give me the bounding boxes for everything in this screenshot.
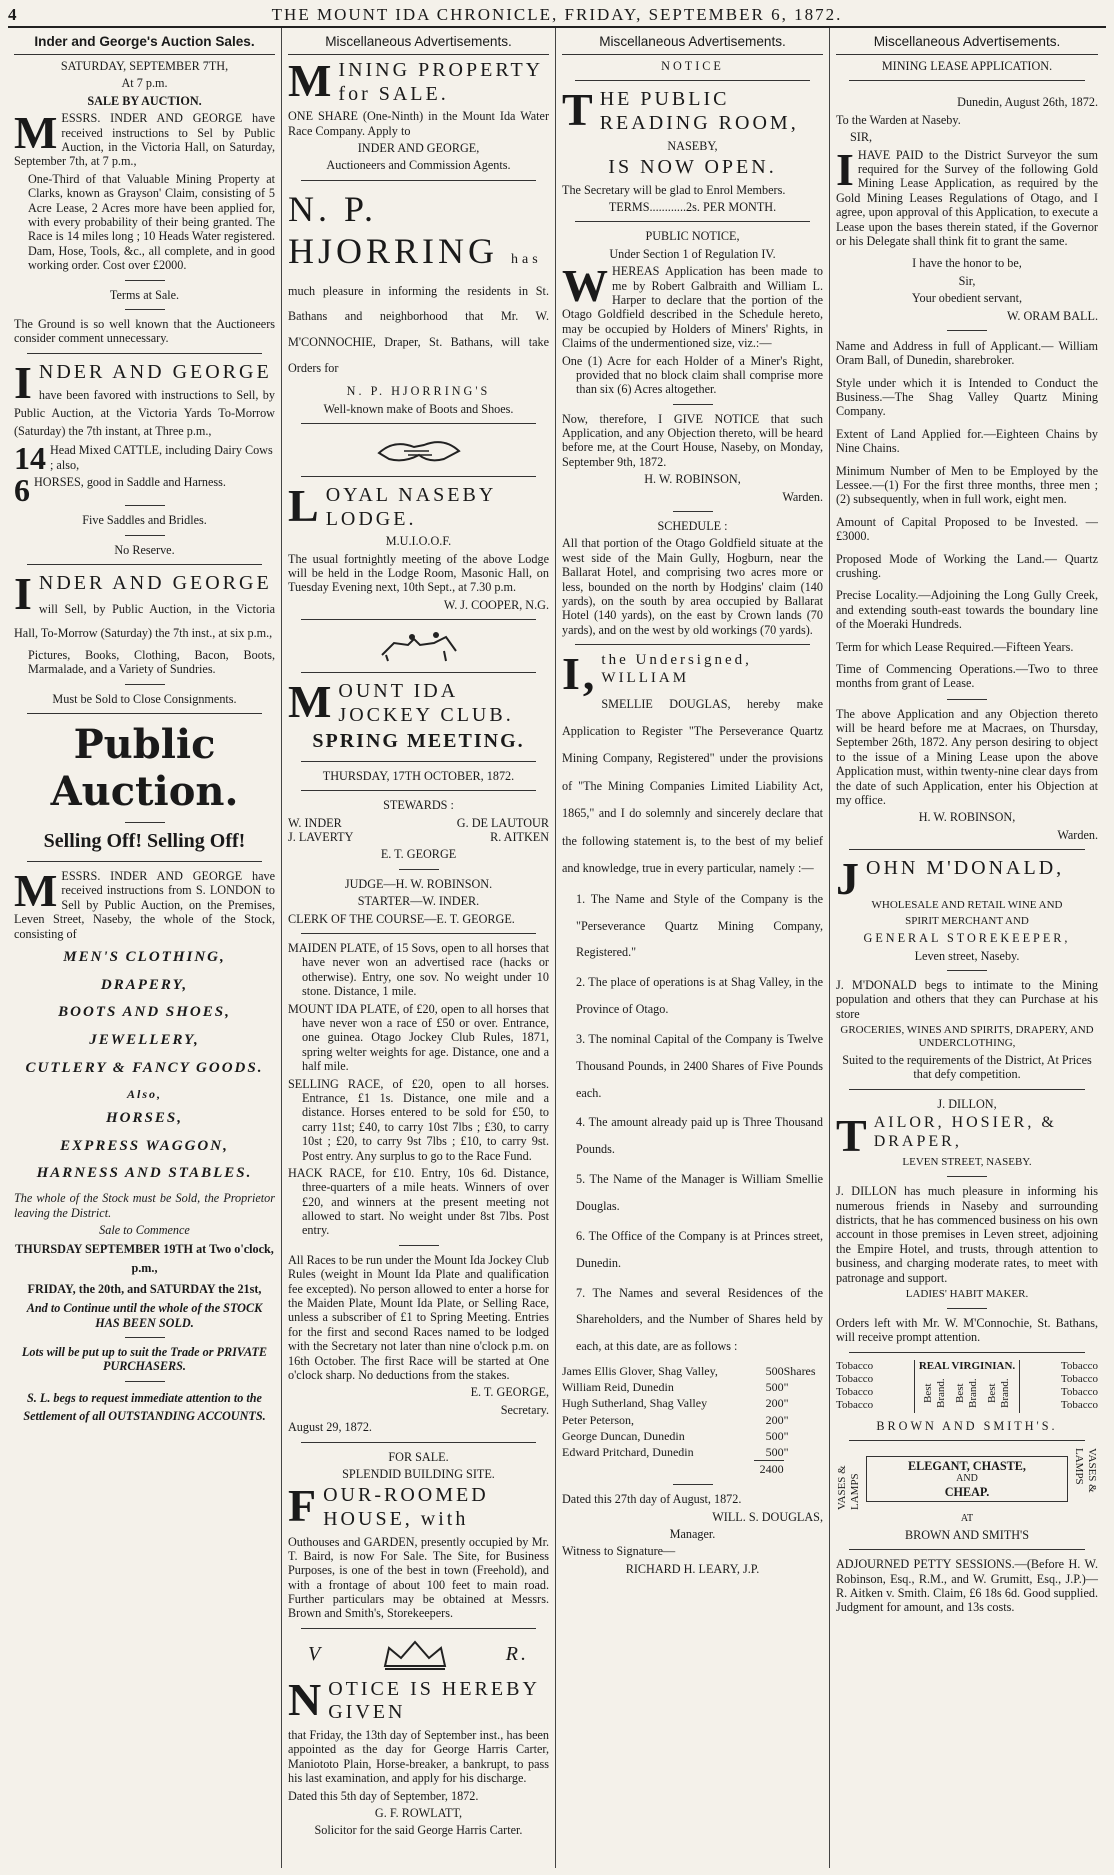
shareholder-unit: " <box>783 1412 789 1427</box>
sale-commence: Sale to Commence <box>99 1222 190 1237</box>
stock-note: The whole of the Stock must be Sold, the Proprietor leaving the District. <box>14 1191 275 1220</box>
goods-item: JEWELLERY, <box>89 1032 200 1049</box>
shareholder-name: James Ellis Glover, Shag Valley, <box>562 1364 718 1379</box>
lease-sign: H. W. ROBINSON, <box>918 810 1016 825</box>
dropcap-n: N <box>288 1673 325 1725</box>
vases-at: AT <box>960 1513 974 1525</box>
lease-name: W. ORAM BALL. <box>1007 308 1098 323</box>
lease-item: Name and Address in full of Applicant.— William Oram Ball, of Dunedin, sharebroker. <box>836 338 1098 368</box>
reading-room-sub: NASEBY, <box>667 138 718 153</box>
dropcap-j: J <box>836 853 862 905</box>
goods-item: BOOTS AND SHOES, <box>58 1004 231 1021</box>
tobacco-brands <box>919 1373 1015 1413</box>
jockey-date: THURSDAY, 17TH OCTOBER, 1872. <box>322 768 515 783</box>
shareholder-unit: " <box>783 1428 789 1443</box>
lease-servant: Your obedient servant, <box>911 291 1023 306</box>
goods-item: HORSES, <box>106 1109 183 1126</box>
declaration-head: the Undersigned, WILLIAM <box>601 652 752 686</box>
declaration-witness2: RICHARD H. LEARY, J.P. <box>625 1561 760 1576</box>
for-sale-body: Outhouses and GARDEN, presently occupied by Mr. T. Baird, is now For Sale. The Site, for Business Purposes, is one of the best in town (Freehold), and with a frontage of about 100 feet to main road. Further particulars may be obtained at Messrs. Brown and Smith's, Storekeepers. <box>288 1534 549 1621</box>
lease-item: Minimum Number of Men to be Employed by the Lessee.—(1) For the first three months, three men ; (2) subsequently, when in full work, eight men. <box>836 463 1098 507</box>
auction1-date: SATURDAY, SEPTEMBER 7TH, <box>60 59 229 74</box>
lease-item: Extent of Land Applied for.—Eighteen Chains by Nine Chains. <box>836 426 1098 456</box>
reading-room-body: The Secretary will be glad to Enrol Members. <box>562 182 786 197</box>
mining-property-title: INING PROPERTY for SALE. <box>338 59 543 105</box>
vases-brown-smith: BROWN AND SMITH'S <box>904 1527 1030 1542</box>
mcdonald-sub2: SPIRIT MERCHANT AND <box>905 915 1029 928</box>
crest-r: R. <box>505 1643 529 1666</box>
goods-item: MEN'S CLOTHING, <box>63 948 226 965</box>
lodge-sign: W. J. COOPER, N.G. <box>443 597 549 612</box>
table-row <box>562 1379 823 1395</box>
lodge-sub: M.U.I.O.O.F. <box>385 534 452 549</box>
royal-crest <box>288 1636 549 1674</box>
page-number: 4 <box>8 5 18 24</box>
sale-date-1: THURSDAY SEPTEMBER 19TH at Two o'clock, p.m., <box>15 1242 274 1275</box>
accounts-request: S. L. begs to request immediate attention to the Settlement of all OUTSTANDING ACCOUNTS. <box>23 1390 266 1424</box>
petty-sessions: ADJOURNED PETTY SESSIONS.—(Before H. W. Robinson, Esq., R.M., and W. Grumitt, Esq., J.P.)—R. Aitken v. Smith. Claim, £6 18s 6d. Good supplied. Judgment for amount, and 13s costs. <box>836 1557 1098 1615</box>
hjorring-tail: Well-known make of Boots and Shoes. <box>323 401 514 416</box>
dropcap-f: F <box>288 1480 320 1532</box>
public-notice-sign: H. W. ROBINSON, <box>644 472 741 487</box>
shareholder-shares: 200 <box>765 1396 784 1411</box>
lease-item: Proposed Mode of Working the Land.— Quartz crushing. <box>836 551 1098 580</box>
masthead <box>8 4 1106 28</box>
vases-main: ELEGANT, CHASTE, <box>908 1458 1026 1473</box>
schedule-title: SCHEDULE : <box>657 519 728 534</box>
sale-date-2: FRIDAY, the 20th, and SATURDAY the 21st, <box>27 1281 262 1296</box>
shareholder-total: 2400 <box>754 1460 784 1477</box>
tobacco-word: Tobacco <box>1060 1359 1098 1372</box>
race-hack: HACK RACE, for £10. Entry, 10s 6d. Distance, three-quarters of a mile heats. Winners of over £20, and winners at the present meeting not allowed to start. No weight under 8st 7lbs. Post entry. <box>288 1165 549 1238</box>
dropcap-t2: T <box>836 1110 870 1162</box>
goods-item: EXPRESS WAGGON, <box>60 1137 229 1154</box>
race-selling: SELLING RACE, of £20, open to all horses. Entrance, £1 1s. Distance, one mile and a distance. Horses entered to be sold for £50, to carry 11st; £40, to carry 10st 7lbs ; £30, to carry 10st ; £20, to carry 9st 7lbs ; £10, to carry 9st. Post entry. Any surplus to go to the Race Fund. <box>288 1076 549 1163</box>
horses-item: HORSES, good in Saddle and Harness. <box>34 475 226 490</box>
selling-off: Selling Off! Selling Off! <box>43 830 246 853</box>
auction2-head: NDER AND GEORGE <box>38 360 272 383</box>
race-mount-ida: MOUNT IDA PLATE, of £20, open to all horses that have never won a race of £50 or over. Entrance, one guinea. Otago Jockey Club Rules, 1871, spring welter weights for age. Distance, one and a half mile. <box>288 1001 549 1074</box>
reading-room-title: HE PUBLIC READING ROOM, <box>599 88 799 135</box>
column-3 <box>556 28 830 1868</box>
table-row <box>562 1444 823 1461</box>
vases-side: VASES & LAMPS <box>1073 1448 1098 1493</box>
mcdonald-sub4: Leven street, Naseby. <box>914 948 1020 963</box>
declaration-item: 2. The place of operations is at Shag Valley, in the Province of Otago. <box>576 975 823 1017</box>
reading-room-open: IS NOW OPEN. <box>608 156 777 178</box>
table-row <box>562 1412 823 1428</box>
shareholder-name: Hugh Sutherland, Shag Valley <box>562 1396 708 1411</box>
auction3-head: NDER AND GEORGE <box>38 571 272 594</box>
lease-items <box>836 339 1098 691</box>
mining-property-body: ONE SHARE (One-Ninth) in the Mount Ida Water Race Company. Apply to <box>288 109 549 138</box>
dropcap-i1: I <box>14 356 35 408</box>
shareholder-shares: 500 <box>765 1364 784 1379</box>
dropcap-i4: I <box>836 143 854 195</box>
cattle-item: Head Mixed CATTLE, including Dairy Cows ; also, <box>50 443 273 472</box>
public-notice-sign2: Warden. <box>782 489 823 504</box>
dillon-ladies: LADIES' HABIT MAKER. <box>905 1287 1029 1300</box>
shareholder-shares: 500 <box>765 1444 784 1459</box>
tobacco-word: Tobacco <box>836 1385 874 1398</box>
crest-v: V <box>308 1643 324 1666</box>
auction3-note: Must be Sold to Close Consignments. <box>52 691 237 706</box>
lease-sign2: Warden. <box>1057 827 1098 842</box>
declaration-item: 4. The amount already paid up is Three Thousand Pounds. <box>576 1115 823 1157</box>
public-notice-sub: Under Section 1 of Regulation IV. <box>609 246 776 261</box>
declaration-items <box>562 886 823 1360</box>
brown-smith-name: BROWN AND SMITH'S. <box>876 1418 1058 1433</box>
dropcap-t: T <box>562 84 596 136</box>
reading-room-terms: TERMS............2s. PER MONTH. <box>608 199 777 214</box>
jockey-clerk: CLERK OF THE COURSE—E. T. GEORGE. <box>288 911 515 926</box>
auction1-title: SALE BY AUCTION. <box>87 93 202 108</box>
column-2 <box>282 28 556 1868</box>
auction1-body: ESSRS. INDER AND GEORGE have received instructions to Sel by Public Auction, in the Victoria Hall, on Saturday, September 7th, at 7 p.m., <box>14 111 275 169</box>
shareholder-name: George Duncan, Dunedin <box>562 1428 685 1443</box>
masthead-title: THE MOUNT IDA CHRONICLE, FRIDAY, SEPTEMBER 6, 1872. <box>271 5 843 24</box>
tobacco-word: Tobacco <box>836 1372 874 1385</box>
lodge-body: The usual fortnightly meeting of the above Lodge will be held in the Lodge Room, Masonic Hall, on Tuesday Evening next, 10th Sept., at 7.30 p.m. <box>288 551 549 595</box>
lease-sir: SIR, <box>850 130 873 145</box>
dropcap-i3: I, <box>562 648 598 700</box>
dillon-orders: Orders left with Mr. W. M'Connochie, St. Bathans, will receive prompt attention. <box>836 1315 1098 1345</box>
lease-item: Amount of Capital Proposed to be Invested. —£3000. <box>836 514 1098 544</box>
table-row <box>562 1428 823 1444</box>
shareholder-name: William Reid, Dunedin <box>562 1380 674 1395</box>
declaration-body: SMELLIE DOUGLAS, hereby make Application to Register "The Perseverance Quartz Mining Company, Registered" under the provisions of "The Mining Companies Limited Liability Act, 1865," and I do solemnly and sincerely declare that the following statement is, to the best of my belief and knowledge, true in every particular, namely :— <box>562 696 823 876</box>
public-notice-title: PUBLIC NOTICE, <box>645 229 740 244</box>
goods-item: CUTLERY & FANCY GOODS. <box>25 1059 264 1076</box>
steward: W. INDER <box>288 815 342 830</box>
jockey-dated: August 29, 1872. <box>288 1420 372 1435</box>
dropcap-w: W <box>562 260 608 312</box>
declaration-item: 3. The nominal Capital of the Company is Twelve Thousand Pounds, in 2400 Shares of Five Pounds each. <box>576 1031 823 1100</box>
auction2-reserve: No Reserve. <box>114 542 175 557</box>
crown-icon <box>375 1638 455 1672</box>
declaration-item: 7. The Names and several Residences of the Shareholders, and the Number of Shares held by each, at this date, are as follows : <box>576 1285 823 1354</box>
handshake-emblem <box>288 431 549 469</box>
mcdonald-sub1: WHOLESALE AND RETAIL WINE AND <box>871 899 1063 912</box>
shareholder-unit: " <box>783 1396 789 1411</box>
hjorring-body: much pleasure in informing the residents in St. Bathans and neighborhood that Mr. W. M'CONNOCHIE, Draper, St. Bathans, will take Orders for <box>288 283 549 375</box>
jockey-spring: SPRING MEETING. <box>312 730 525 753</box>
hjorring-title: N. P. HJORRING <box>288 188 499 272</box>
steward: J. LAVERTY <box>288 830 354 845</box>
declaration-item: 5. The Name of the Manager is William Smellie Douglas. <box>576 1172 823 1213</box>
jockey-judge: JUDGE—H. W. ROBINSON. <box>344 876 493 891</box>
hjorring-has: has <box>511 252 542 268</box>
column-3-heading: Miscellaneous Advertisements. <box>562 28 823 55</box>
vases-cheap: CHEAP. <box>944 1484 990 1499</box>
stewards-row <box>288 816 549 830</box>
dropcap-m4: M <box>288 676 335 728</box>
lease-to: To the Warden at Naseby. <box>836 112 961 127</box>
tobacco-brand: Best Brand. <box>921 1377 947 1408</box>
mining-property-agent: INDER AND GEORGE, <box>357 141 480 155</box>
mining-property-agent2: Auctioneers and Commission Agents. <box>326 158 511 173</box>
hjorring-name: N. P. HJORRING'S <box>346 384 491 399</box>
dillon-title: AILOR, HOSIER, & DRAPER, <box>873 1114 1057 1151</box>
declaration-dated: Dated this 27th day of August, 1872. <box>562 1492 742 1507</box>
vases-side: VASES & LAMPS <box>836 1465 861 1511</box>
shareholder-shares: 200 <box>765 1412 784 1427</box>
notice-body: that Friday, the 13th day of September inst., has been appointed as the day for George Harris Carter, Maniototo Plain, Horse-breaker, a bankrupt, to pass his last examination, and apply for his discharge. <box>288 1728 549 1786</box>
cattle-number: 14 <box>14 440 46 477</box>
mcdonald-tail: Suited to the requirements of the District, At Prices that defy competition. <box>842 1053 1092 1082</box>
jockey-title: OUNT IDA JOCKEY CLUB. <box>338 680 514 726</box>
declaration-sign: WILL. S. DOUGLAS, <box>712 1509 823 1524</box>
notice-title: OTICE IS HEREBY GIVEN <box>328 1677 540 1724</box>
tobacco-center <box>914 1360 1020 1413</box>
lease-item: Style under which it is Intended to Conduct the Business.—The Shag Valley Quartz Mining Company. <box>836 375 1098 419</box>
mcdonald-goods: GROCERIES, WINES AND SPIRITS, DRAPERY, AND UNDERCLOTHING, <box>840 1024 1094 1050</box>
schedule-body: All that portion of the Otago Goldfield situate at the west side of the Main Gully, Hogburn, near the Ballarat Hotel, and comprising two acres more or less, bounded on the north by Hodgins' claim (140 yards), on the south by area occupied by Ballarat Hotel (140 yards), on the east by Crown lands (70 yards), and on the west by old workings (70 yards). <box>562 536 823 637</box>
lease-item: Term for which Lease Required.—Fifteen Years. <box>836 639 1074 654</box>
tobacco-brand: Best Brand. <box>954 1377 979 1408</box>
column-2-heading: Miscellaneous Advertisements. <box>288 28 549 55</box>
mcdonald-body: J. M'DONALD begs to intimate to the Mining population and others that they can Purchase at his store <box>836 977 1098 1021</box>
jockey-stewards-head: STEWARDS : <box>383 798 454 813</box>
dropcap-i2: I <box>14 567 35 619</box>
jockey-sign: E. T. GEORGE, <box>470 1385 549 1400</box>
declaration-sign2: Manager. <box>669 1526 716 1541</box>
lease-date: Dunedin, August 26th, 1872. <box>957 95 1098 110</box>
shareholder-unit: " <box>783 1445 789 1460</box>
column-1-heading: Inder and George's Auction Sales. <box>14 28 275 55</box>
column-4-heading: Miscellaneous Advertisements. <box>836 28 1098 55</box>
sale-continue: And to Continue until the whole of the STOCK HAS BEEN SOLD. <box>26 1301 263 1330</box>
stewards-row <box>288 830 549 844</box>
vases-ad <box>836 1448 1098 1510</box>
lodge-title: OYAL NASEBY LODGE. <box>325 484 496 530</box>
auction3-items: Pictures, Books, Clothing, Bacon, Boots, Marmalade, and a Variety of Sundries. <box>28 647 275 677</box>
for-sale-head: FOR SALE. <box>388 1449 449 1464</box>
shareholder-unit: Shares <box>783 1364 816 1379</box>
goods-also: Also, <box>126 1086 162 1101</box>
declaration-witness: Witness to Signature— <box>562 1544 676 1559</box>
dropcap-m3: M <box>288 55 335 107</box>
public-auction-body: ESSRS. INDER AND GEORGE have received instructions from S. LONDON to Sell by Public Auction, on the Premises, Leven Street, Naseby, the whole of the Stock, consisting of <box>14 868 275 941</box>
tobacco-word: Tobacco <box>836 1359 874 1372</box>
tobacco-left <box>836 1360 873 1413</box>
lease-sir2: Sir, <box>958 273 976 288</box>
tobacco-word: Tobacco <box>1060 1372 1098 1385</box>
table-row <box>562 1363 823 1379</box>
steward: E. T. GEORGE <box>380 847 457 862</box>
tobacco-ad <box>836 1360 1098 1413</box>
auction1-time: At 7 p.m. <box>121 76 168 91</box>
shareholder-name: Edward Pritchard, Dunedin <box>562 1445 694 1460</box>
shareholder-shares: 500 <box>765 1380 784 1395</box>
auction3-body: will Sell, by Public Auction, in the Victoria Hall, To-Morrow (Saturday) the 7th inst., at six p.m., <box>14 602 275 640</box>
dillon-name: J. DILLON, <box>937 1096 997 1111</box>
shareholder-unit: " <box>783 1380 789 1395</box>
lease-item: Time of Commencing Operations.—Two to three months from grant of Lease. <box>836 661 1098 691</box>
jockey-sign2: Secretary. <box>500 1402 549 1417</box>
steward: G. DE LAUTOUR <box>456 815 549 830</box>
lease-title: MINING LEASE APPLICATION. <box>881 59 1053 74</box>
goods-item: HARNESS AND STABLES. <box>36 1165 253 1182</box>
lease-item: Precise Locality.—Adjoining the Long Gully Creek, and extending south-east towards the boundary line of the Moeraki Hundreds. <box>836 588 1098 632</box>
shareholder-table <box>562 1363 823 1477</box>
dropcap-m2: M <box>14 864 58 916</box>
shareholder-shares: 500 <box>765 1428 784 1443</box>
race-rules: All Races to be run under the Mount Ida Jockey Club Rules (weight in Mount Ida Plate and qualification fee excepted). No person allowed to enter a horse for the Maiden Plate, Mount Ida Plate, or Selling Race, unless a subscriber of £1 to Spring Meeting. Entries for the first and second Races named to be lodged with the Secretary not later than nine o'clock p.m. on 16th October. The first Race will be started at One o'clock sharp. No deductions from the stakes. <box>288 1252 549 1382</box>
notice-sign2: Solicitor for the said George Harris Carter. <box>314 1823 523 1838</box>
notice-sign: G. F. ROWLATT, <box>374 1806 463 1820</box>
race-maiden: MAIDEN PLATE, of 15 Sovs, open to all horses that have never won an advertised race (hacks or otherwise). Entry, one sov. No weight under 10 stone. Distance, 1 mile. <box>288 941 549 999</box>
columns <box>8 28 1106 1868</box>
tobacco-word: Tobacco <box>1060 1398 1098 1411</box>
saddles-item: Five Saddles and Bridles. <box>82 513 207 528</box>
notice-dated: Dated this 5th day of September, 1872. <box>288 1788 479 1803</box>
auction1-terms: Terms at Sale. <box>109 287 180 302</box>
tobacco-title: REAL VIRGINIAN. <box>918 1359 1016 1372</box>
goods-list <box>14 944 275 1188</box>
goods-item: DRAPERY, <box>100 976 189 993</box>
tobacco-right <box>1061 1360 1098 1413</box>
for-sale-site: SPLENDID BUILDING SITE. <box>342 1466 495 1481</box>
tobacco-brand: Best Brand. <box>986 1377 1012 1408</box>
vases-box <box>866 1456 1068 1503</box>
public-notice-size: One (1) Acre for each Holder of a Miner's Right, provided that no block claim shall comprise more than six (6) Acres altogether. <box>562 353 823 397</box>
public-auction-title: Public Auction. <box>50 721 239 816</box>
horses-number: 6 <box>14 472 30 509</box>
dropcap-m: M <box>14 107 58 159</box>
dillon-body: J. DILLON has much pleasure in informing his numerous friends in Naseby and surrounding districts, that he has commenced business on his own account in those premises in Leven street, adjoining the Empire Hotel, and trusts, through attention to business, and charging moderate rates, to meet with patronage and support. <box>836 1184 1098 1285</box>
steward: R. AITKEN <box>490 830 549 845</box>
sale-lots: Lots will be put up to suit the Trade or PRIVATE PURCHASERS. <box>21 1344 268 1374</box>
declaration-item: 6. The Office of the Company is at Princes street, Dunedin. <box>576 1228 823 1270</box>
lease-body: HAVE PAID to the District Surveyor the sum required for the Survey of the following Gold Mining Lease Application, as required by the Gold Mining Leases Regulations of Otago, and I agree, upon approval of this Application, to execute a Lease upon the bases therein stated, if the Governor or his Delegate shall think fit to grant the same. <box>836 147 1098 248</box>
table-row <box>562 1460 823 1477</box>
auction1-note: The Ground is so well known that the Auctioneers consider comment unnecessary. <box>14 316 275 346</box>
auction1-lot: One-Third of that Valuable Mining Property at Clarks, known as Grayson' Claim, consisting of 5 Acre Lease, 2 Acres more have been applied for, with every probability of their being granted. The Race is 14 miles long ; 10 Heads Water registered. Dam, Hose, Tools, &c., all complete, and in good working order. Cost over £2000. <box>28 171 275 273</box>
auction2-body: have been favored with instructions to Sell, by Public Auction, at the Victoria Yards To-Morrow (Saturday) the 7th instant, at Three p.m., <box>14 388 275 438</box>
dillon-sub: LEVEN STREET, NASEBY. <box>902 1156 1032 1169</box>
column-4 <box>830 28 1104 1868</box>
column-1 <box>8 28 282 1868</box>
for-sale-title: OUR-ROOMED HOUSE, with <box>323 1484 489 1530</box>
tobacco-word: Tobacco <box>836 1398 874 1411</box>
lease-honor: I have the honor to be, <box>912 256 1022 271</box>
notice-label: NOTICE <box>661 59 724 74</box>
declaration-item: 1. The Name and Style of the Company is the "Perseverance Quartz Mining Company, Registered." <box>576 891 823 960</box>
dropcap-l: L <box>288 480 322 531</box>
table-row <box>562 1395 823 1411</box>
mcdonald-sub3: GENERAL STOREKEEPER, <box>863 931 1071 946</box>
public-notice-body: HEREAS Application has been made to me by Robert Galbraith and William L. Harper to declare that the portion of the Otago Goldfield described in the Schedule hereto, may be occupied by Holders of Miners' Rights, in Claims of the undermentioned size, viz.:— <box>562 264 823 351</box>
mcdonald-title: OHN M'DONALD, <box>866 857 1065 880</box>
jockey-starter: STARTER—W. INDER. <box>357 894 480 909</box>
lease-notice: The above Application and any Objection thereto will be heard before me at Macraes, on Thursday, September 26th, 1872. Any person desiring to object to the issue of a Mining Lease upon the above Application must, within twenty-nine clear days from the date of such Application, enter his Objection at my office. <box>836 706 1098 808</box>
racing-horses-emblem <box>288 627 549 665</box>
shareholder-name: Peter Peterson, <box>562 1412 634 1427</box>
tobacco-word: Tobacco <box>1060 1385 1098 1398</box>
public-notice-now: Now, therefore, I GIVE NOTICE that such Application, and any Objection thereto, will be heard before me, at the Court House, Naseby, on Monday, September 9th, 1872. <box>562 411 823 469</box>
vases-and: AND <box>956 1473 978 1485</box>
